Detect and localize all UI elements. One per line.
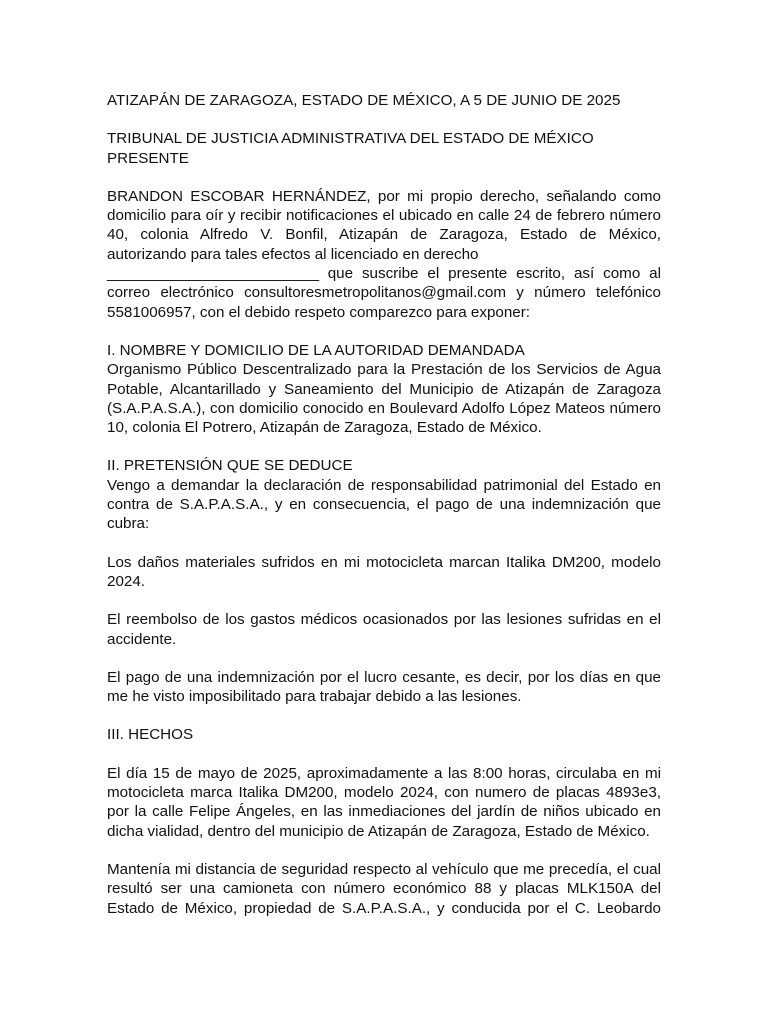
addressee-block — [107, 129, 661, 168]
place-date-line: ATIZAPÁN DE ZARAGOZA, ESTADO DE MÉXICO, A 5 DE JUNIO DE 2025 — [107, 92, 621, 109]
section-authority — [107, 341, 661, 437]
facts-paragraph-2: Mantenía mi distancia de seguridad respecto al vehículo que me precedía, el cual resultó ser una camioneta con número económico 88 y placas MLK150A del Estado de México, propiedad de S.A.P.A.S.A., y conducida por el C. Leobardo — [107, 860, 661, 917]
intro-text-part2: que suscribe el presente escrito, así como al correo electrónico consultoresmetropolitanos@gmail.com y número telefónico 5581006957, con el debido respeto comparezco para exponer: — [107, 265, 661, 321]
claim-item-lost-earnings: El pago de una indemnización por el lucro cesante, es decir, por los días en que me he visto imposibilitado para trabajar debido a las lesiones. — [107, 668, 661, 706]
intro-text-part1: BRANDON ESCOBAR HERNÁNDEZ, por mi propio derecho, señalando como domicilio para oír y recibir notificaciones el ubicado en calle 24 de febrero número 40, colonia Alfredo V. Bonfil, Atizapán de Zaragoza, Estado de México, autorizando para tales efectos al licenciado en derecho — [107, 187, 661, 263]
document-page — [107, 91, 661, 918]
section-claim — [107, 456, 661, 533]
claim-item-damages: Los daños materiales sufridos en mi motocicleta marcan Italika DM200, modelo 2024. — [107, 553, 661, 590]
section-body-claim: Vengo a demandar la declaración de responsabilidad patrimonial del Estado en contra de S.A.P.A.S.A., y en consecuencia, el pago de una indemnización que cubra: — [107, 476, 661, 533]
intro-paragraph — [107, 187, 661, 322]
addressee-presente: PRESENTE — [107, 149, 189, 167]
section-heading-authority: I. NOMBRE Y DOMICILIO DE LA AUTORIDAD DEMANDADA — [107, 341, 525, 359]
addressee-court: TRIBUNAL DE JUSTICIA ADMINISTRATIVA DEL ESTADO DE MÉXICO — [107, 130, 594, 148]
section-body-authority: Organismo Público Descentralizado para la Prestación de los Servicios de Agua Potable, Alcantarillado y Saneamiento del Municipio de Atizapán de Zaragoza (S.A.P.A.S.A.), con domicilio conocido en Boulevard Adolfo López Mateos número 10, colonia El Potrero, Atizapán de Zaragoza, Estado de México. — [107, 361, 661, 437]
section-heading-facts: III. HECHOS — [107, 726, 194, 744]
section-heading-claim: II. PRETENSIÓN QUE SE DEDUCE — [107, 457, 353, 475]
facts-paragraph-1: El día 15 de mayo de 2025, aproximadamente a las 8:00 horas, circulaba en mi motocicleta marca Italika DM200, modelo 2024, con numero de placas 4893e3, por la calle Felipe Ángeles, en las inmediaciones del jardín de niños ubicado en dicha vialidad, dentro del municipio de Atizapán de Zaragoza, Estado de México. — [107, 764, 661, 840]
claim-item-medical: El reembolso de los gastos médicos ocasionados por las lesiones sufridas en el accidente. — [107, 611, 661, 648]
lawyer-name-blank: __________________________ — [107, 265, 319, 283]
